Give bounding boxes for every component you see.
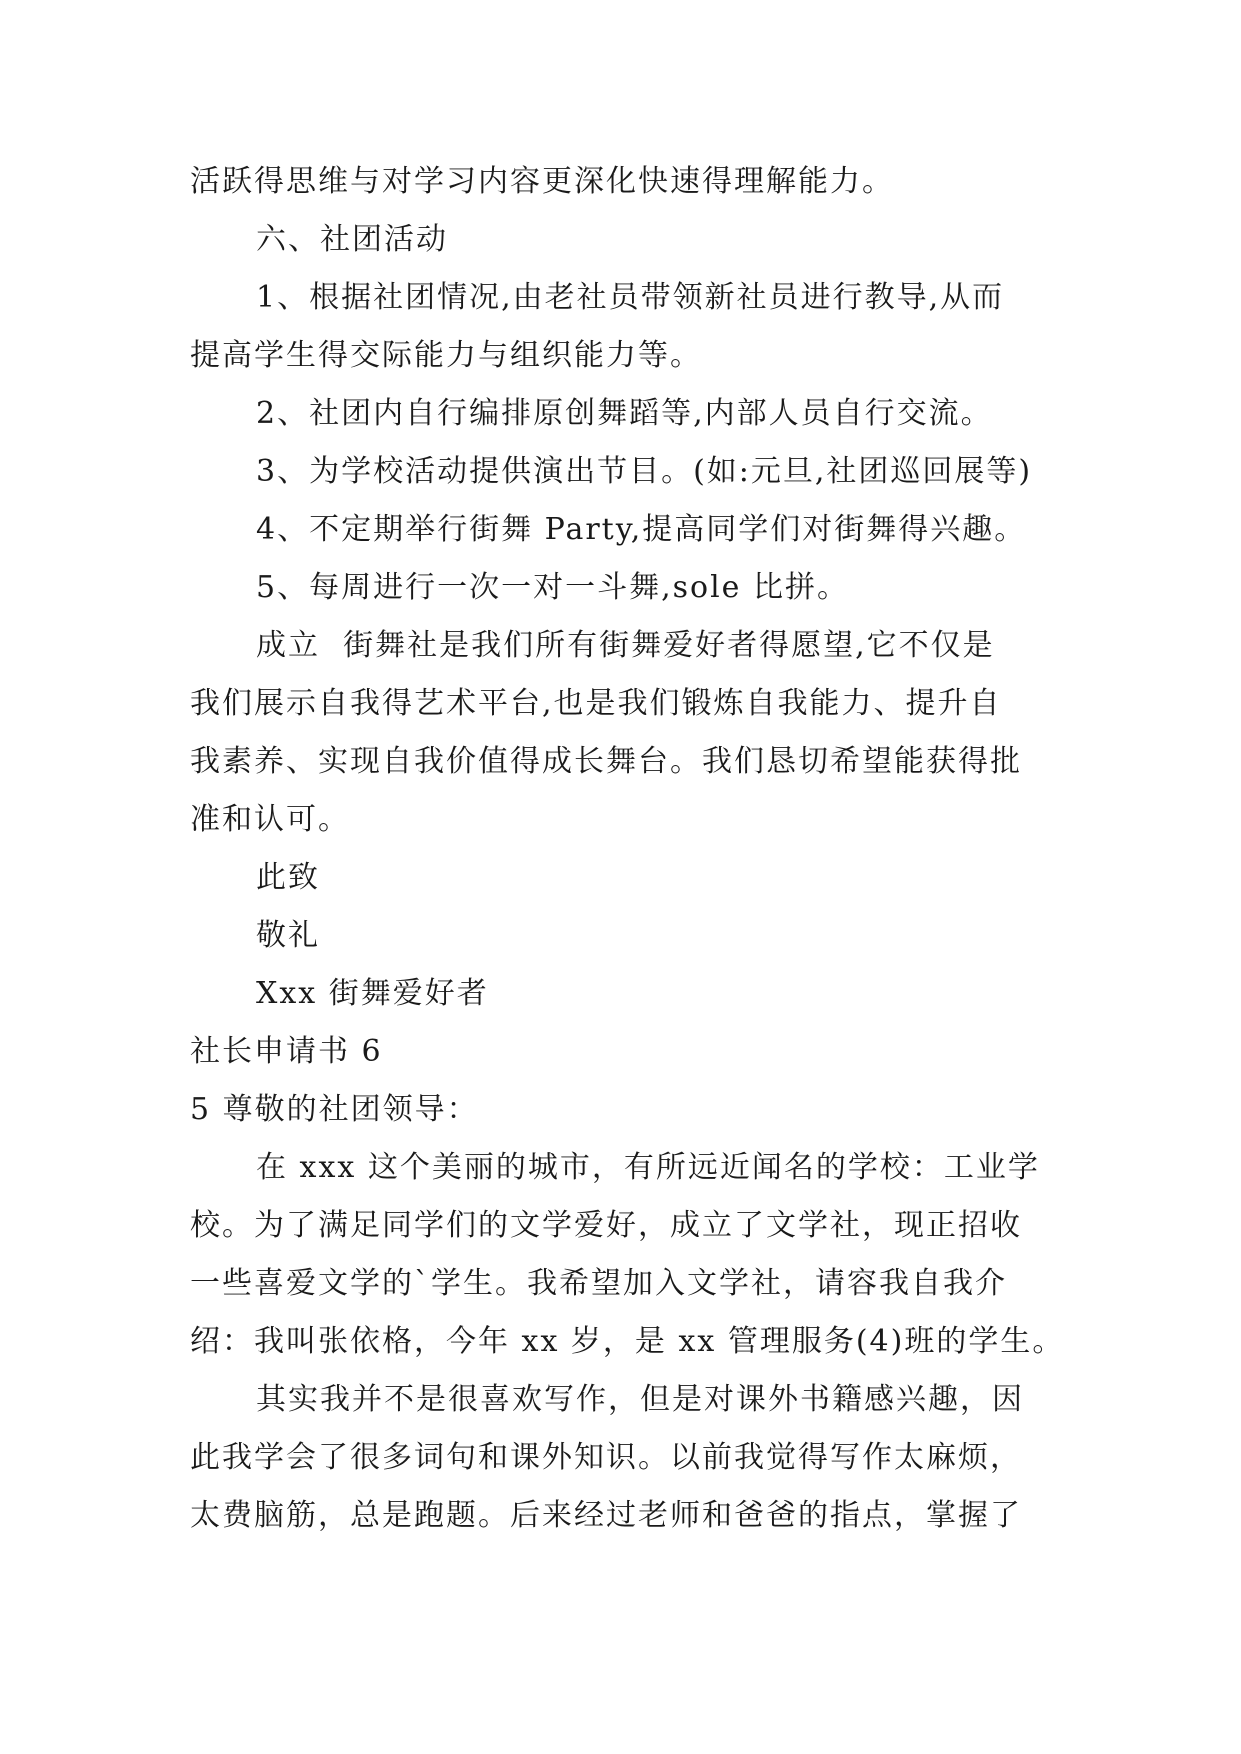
greeting-line: 5 尊敬的社团领导： xyxy=(190,1092,479,1127)
list-item: 4、不定期举行街舞 Party,提高同学们对街舞得兴趣。 xyxy=(256,512,1027,547)
paragraph-line: 其实我并不是很喜欢写作，但是对课外书籍感兴趣，因 xyxy=(256,1382,1024,1417)
paragraph-line: 我素养、实现自我价值得成长舞台。我们恳切希望能获得批 xyxy=(190,744,1022,779)
paragraph-line: 在 xxx 这个美丽的城市，有所远近闻名的学校：工业学 xyxy=(256,1150,1040,1185)
paragraph-line: 校。为了满足同学们的文学爱好，成立了文学社，现正招收 xyxy=(190,1208,1022,1243)
signature-line: Xxx 街舞爱好者 xyxy=(256,976,489,1011)
list-item: 2、社团内自行编排原创舞蹈等,内部人员自行交流。 xyxy=(256,396,993,431)
closing-regards: 敬礼 xyxy=(256,918,320,953)
paragraph-line: 绍：我叫张依格，今年 xx 岁，是 xx 管理服务(4)班的学生。 xyxy=(190,1324,1065,1359)
list-item: 5、每周进行一次一对一斗舞,sole 比拼。 xyxy=(256,570,849,605)
list-item: 3、为学校活动提供演出节目。(如:元旦,社团巡回展等) xyxy=(256,454,1033,489)
closing-salutation: 此致 xyxy=(256,860,320,895)
paragraph-line: 提高学生得交际能力与组织能力等。 xyxy=(190,338,702,373)
paragraph-line: 一些喜爱文学的`学生。我希望加入文学社，请容我自我介 xyxy=(190,1266,1007,1301)
section-heading: 六、社团活动 xyxy=(256,222,448,257)
paragraph-line: 成立 街舞社是我们所有街舞爱好者得愿望,它不仅是 xyxy=(256,628,995,663)
paragraph-line: 太费脑筋，总是跑题。后来经过老师和爸爸的指点，掌握了 xyxy=(190,1498,1022,1533)
list-item: 1、根据社团情况,由老社员带领新社员进行教导,从而 xyxy=(256,280,1005,315)
paragraph-line: 我们展示自我得艺术平台,也是我们锻炼自我能力、提升自 xyxy=(190,686,1002,721)
paragraph-line: 活跃得思维与对学习内容更深化快速得理解能力。 xyxy=(190,164,894,199)
document-heading: 社长申请书 6 xyxy=(190,1034,383,1069)
paragraph-line: 准和认可。 xyxy=(190,802,350,837)
paragraph-line: 此我学会了很多词句和课外知识。以前我觉得写作太麻烦， xyxy=(190,1440,1022,1475)
